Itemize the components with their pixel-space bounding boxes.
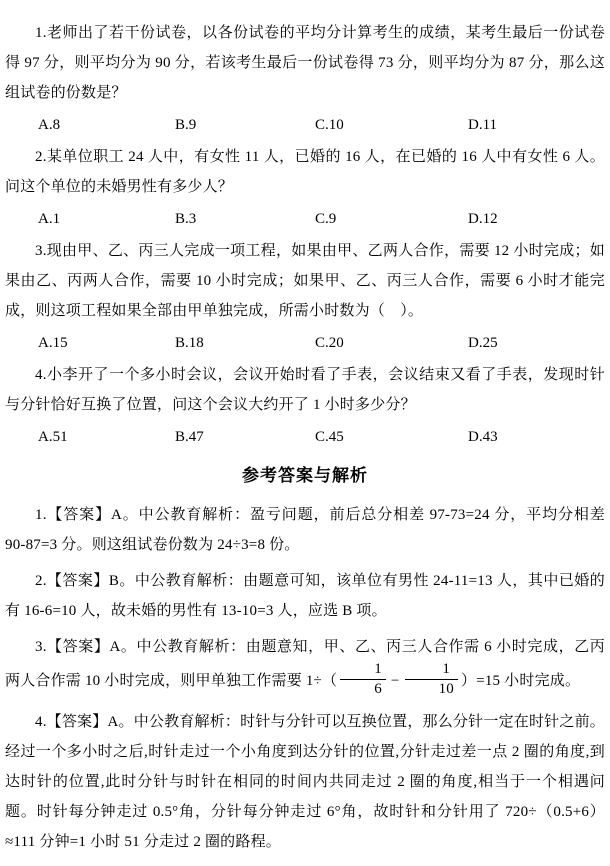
fraction-denominator: 6 [374, 681, 382, 697]
question-2-option-b: B.3 [175, 211, 197, 227]
question-3-number: 3. [35, 243, 47, 259]
question-1-option-a: A.8 [38, 117, 61, 133]
answer-2: 2.【答案】B。中公教育解析：由题意可知，该单位有男性 24-11=13 人，其中已婚的有 16-6=10 人，故未婚的男性有 13-10=3 人，应选 B 项。 [5, 573, 605, 619]
question-1-number: 1. [35, 25, 47, 41]
question-2-option-a: A.1 [38, 211, 61, 227]
answer-3-text-before: 3.【答案】A。中公教育解析：由题意知，甲、乙、丙三人合作需 6 小时完成，乙丙两人合作需 10 小时完成，则甲单独工作需要 1÷（ [5, 639, 605, 689]
question-4-body: 小李开了一个多小时会议，会议开始时看了手表，会议结束又看了手表，发现时针与分针恰好互换了位置，问这个会议大约开了 1 小时多少分？ [5, 367, 605, 413]
minus-operator: − [390, 672, 400, 689]
question-3 [5, 236, 605, 358]
question-4-option-a: A.51 [38, 429, 68, 445]
question-4 [5, 360, 605, 452]
question-2-number: 2. [35, 149, 47, 165]
question-4-text [5, 360, 605, 420]
question-3-option-a: A.15 [38, 335, 68, 351]
question-2-option-c: C.9 [315, 211, 337, 227]
question-1-text [5, 18, 605, 108]
fraction-one-tenth [405, 660, 458, 699]
question-4-option-c: C.45 [315, 429, 344, 445]
question-1-option-d: D.11 [468, 117, 498, 133]
question-3-option-b: B.18 [175, 335, 204, 351]
answer-4: 4.【答案】A。中公教育解析：时针与分针可以互换位置，那么分针一定在时针之前。经过一个多小时之后,时针走过一个小角度到达分针的位置,分针走过差一点 2 圈的角度,到达时针的位置,此时分针与时针在相同的时间内共同走过 2 圈的角度,相当于一个相遇问题。时针每分钟走过 0.5°角，分针每分钟走过 6°角，故时针和分针用了 720÷（0.5+6）≈111 分钟=1 小时 51 分走过 2 圈的路程。 [5, 714, 605, 850]
question-2 [5, 142, 605, 234]
question-2-option-d: D.12 [468, 211, 498, 227]
question-3-option-c: C.20 [315, 335, 344, 351]
fraction-one-sixth [340, 660, 386, 699]
question-2-text [5, 142, 605, 202]
fraction-denominator: 10 [438, 681, 454, 697]
answer-3 [5, 632, 605, 701]
question-1 [5, 18, 605, 140]
fraction-numerator: 1 [405, 660, 458, 680]
question-3-options [5, 328, 605, 358]
question-3-text [5, 236, 605, 326]
question-1-option-b: B.9 [175, 117, 197, 133]
fraction-numerator: 1 [340, 660, 386, 680]
question-3-option-d: D.25 [468, 335, 498, 351]
question-2-options [5, 204, 605, 234]
answers-heading: 参考答案与解析 [242, 466, 368, 485]
question-1-body: 老师出了若干份试卷，以各份试卷的平均分计算考生的成绩，某考生最后一份试卷得 97 分，则平均分为 90 分，若该考生最后一份试卷得 73 分，则平均分为 87 分，那么这组试卷的份数是？ [5, 25, 605, 101]
answer-3-text-after: ）=15 小时完成。 [460, 672, 581, 689]
question-4-number: 4. [35, 367, 47, 383]
question-4-option-d: D.43 [468, 429, 498, 445]
question-2-body: 某单位职工 24 人中，有女性 11 人，已婚的 16 人，在已婚的 16 人中有女性 6 人。问这个单位的未婚男性有多少人？ [5, 149, 605, 195]
question-4-options [5, 422, 605, 452]
question-3-body: 现由甲、乙、丙三人完成一项工程，如果由甲、乙两人合作，需要 12 小时完成；如果由乙、丙两人合作，需要 10 小时完成；如果甲、乙、丙三人合作，需要 6 小时才能完成，则这项工程如果全部由甲单独完成，所需小时数为（ ）。 [5, 243, 605, 319]
question-4-option-b: B.47 [175, 429, 204, 445]
question-1-option-c: C.10 [315, 117, 344, 133]
question-1-options [5, 110, 605, 140]
answer-1: 1.【答案】A。中公教育解析：盈亏问题，前后总分相差 97-73=24 分，平均分相差 90-87=3 分。则这组试卷份数为 24÷3=8 份。 [5, 507, 605, 553]
